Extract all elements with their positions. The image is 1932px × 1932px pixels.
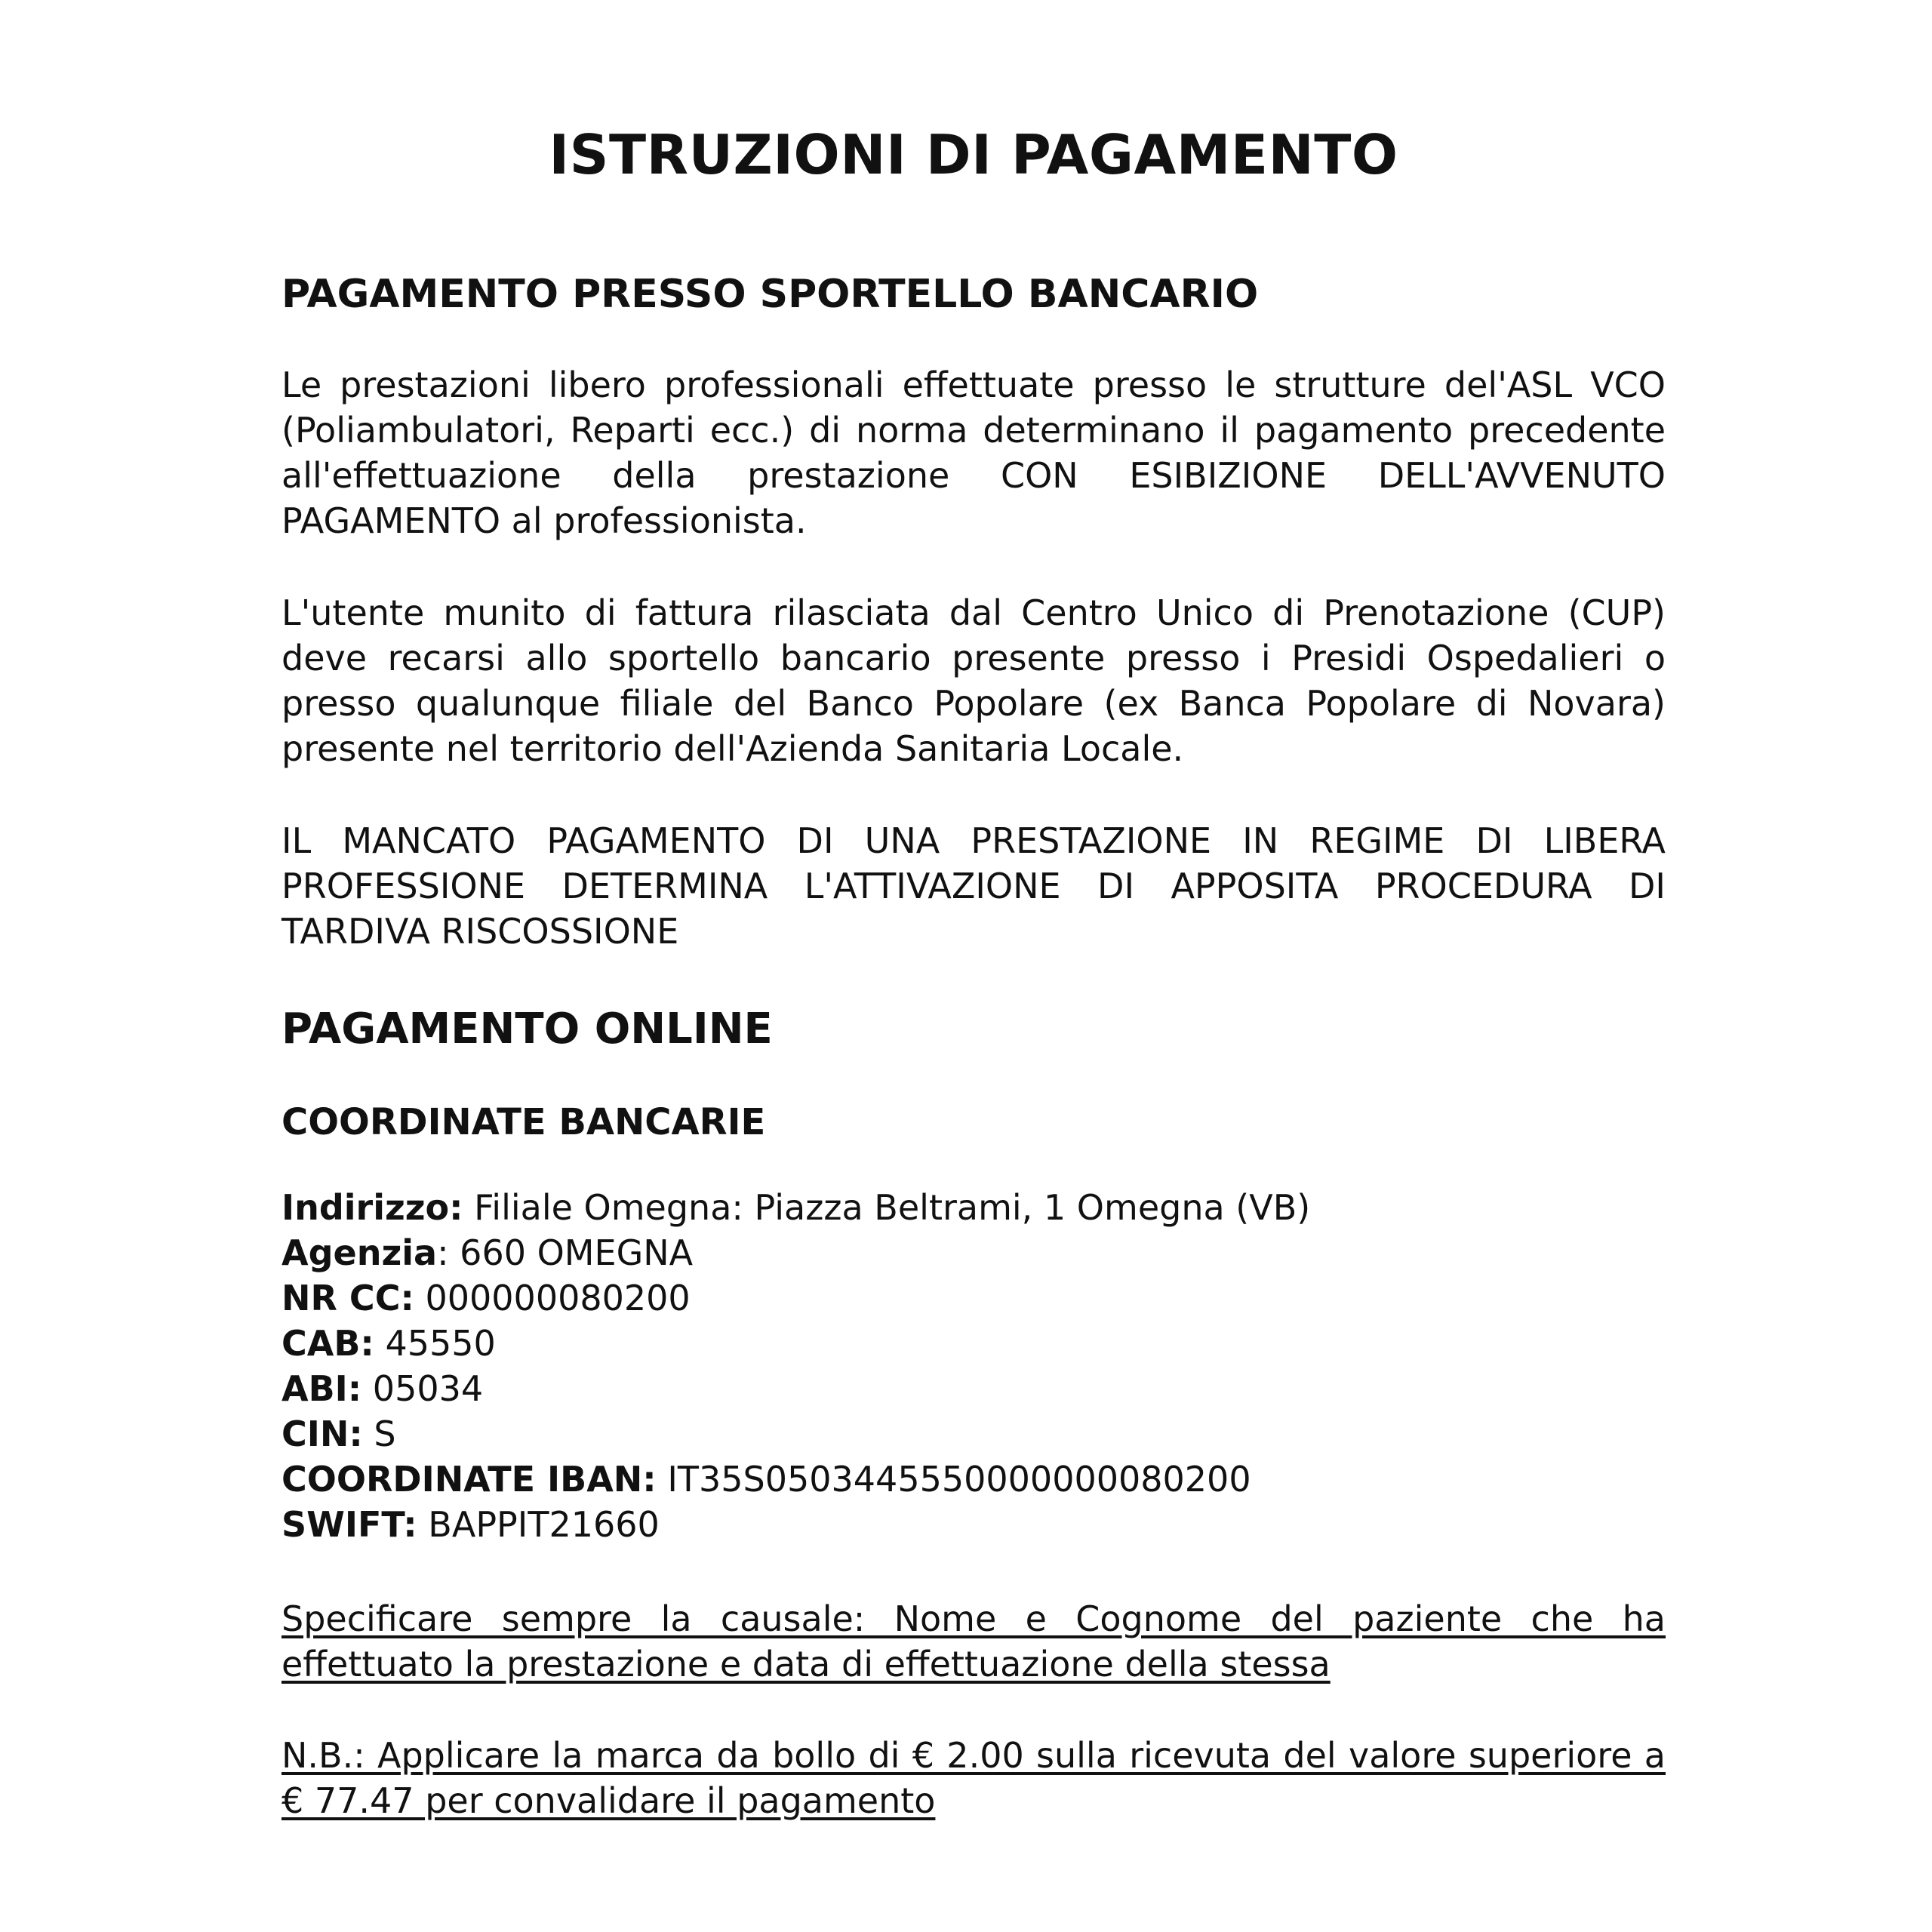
- page-title: ISTRUZIONI DI PAGAMENTO: [549, 123, 1398, 186]
- note-marca-da-bollo: N.B.: Applicare la marca da bollo di € 2.00 sulla ricevuta del valore superiore a € 77.47 per convalidare il pagamento: [281, 1735, 1666, 1821]
- subheading-coordinate-bancarie: COORDINATE BANCARIE: [281, 1101, 766, 1143]
- bank-detail-cin: [281, 1411, 1666, 1457]
- bank-detail-agenzia: [281, 1230, 1666, 1275]
- bank-detail-value: S: [362, 1414, 396, 1454]
- bank-detail-label: SWIFT:: [281, 1504, 417, 1545]
- bank-detail-label: ABI:: [281, 1368, 362, 1409]
- paragraph-prestazioni: Le prestazioni libero professionali effettuate presso le strutture del'ASL VCO (Poliambulatori, Reparti ecc.) di norma determinano il pagamento precedente all'effettuazione della prestazione CON ESIBIZIONE DELL'AVVENUTO PAGAMENTO al professionista.: [281, 365, 1666, 541]
- bank-detail-label: CIN:: [281, 1414, 363, 1454]
- bank-detail-label: NR CC:: [281, 1278, 414, 1318]
- bank-detail-value: 05034: [361, 1368, 484, 1409]
- note-causale: Specificare sempre la causale: Nome e Cognome del paziente che ha effettuato la prestazione e data di effettuazione della stessa: [281, 1598, 1666, 1684]
- bank-detail-label: Agenzia: [281, 1232, 438, 1273]
- bank-detail-value: : 660 OMEGNA: [437, 1232, 694, 1273]
- bank-detail-value: IT35S0503445550000000080200: [656, 1459, 1251, 1500]
- bank-detail-value: 000000080200: [414, 1278, 691, 1318]
- bank-detail-value: Filiale Omegna: Piazza Beltrami, 1 Omegna (VB): [463, 1187, 1311, 1228]
- bank-detail-iban: [281, 1457, 1666, 1502]
- section-heading-sportello: PAGAMENTO PRESSO SPORTELLO BANCARIO: [281, 272, 1259, 317]
- bank-details-list: [281, 1185, 1666, 1547]
- bank-detail-label: COORDINATE IBAN:: [281, 1459, 657, 1500]
- section-heading-online: PAGAMENTO ONLINE: [281, 1004, 773, 1054]
- bank-detail-value: 45550: [374, 1323, 496, 1364]
- bank-detail-cab: [281, 1321, 1666, 1366]
- bank-detail-label: CAB:: [281, 1323, 374, 1364]
- bank-detail-nr-cc: [281, 1275, 1666, 1321]
- bank-detail-label: Indirizzo:: [281, 1187, 463, 1228]
- paragraph-utente: L'utente munito di fattura rilasciata dal Centro Unico di Prenotazione (CUP) deve recarsi allo sportello bancario presente presso i Presidi Ospedalieri o presso qualunque filiale del Banco Popolare (ex Banca Popolare di Novara) presente nel territorio dell'Azienda Sanitaria Locale.: [281, 592, 1666, 769]
- bank-detail-value: BAPPIT21660: [417, 1504, 660, 1545]
- paragraph-mancato-pagamento: IL MANCATO PAGAMENTO DI UNA PRESTAZIONE IN REGIME DI LIBERA PROFESSIONE DETERMINA L'ATTIVAZIONE DI APPOSITA PROCEDURA DI TARDIVA RISCOSSIONE: [281, 820, 1666, 952]
- bank-detail-abi: [281, 1366, 1666, 1411]
- bank-detail-swift: [281, 1502, 1666, 1547]
- bank-detail-indirizzo: [281, 1185, 1666, 1230]
